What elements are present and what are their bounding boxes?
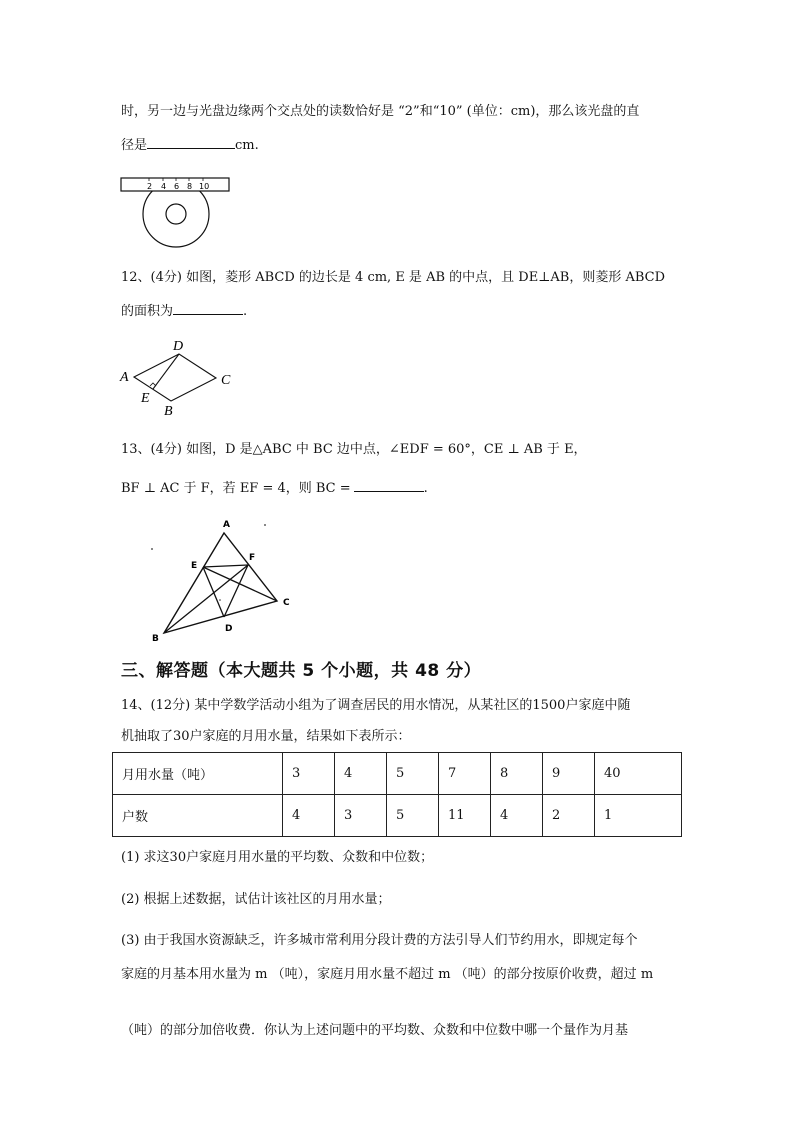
segment-de xyxy=(153,354,179,389)
label-e: E xyxy=(141,391,150,406)
q14-line1: 14、(12分) 某中学数学活动小组为了调查居民的用水情况，从某社区的1500户家庭中随 xyxy=(121,698,631,713)
q12-line1: 12、(4分) 如图，菱形 ABCD 的边长是 4 cm, E 是 AB 的中点，且 DE⊥AB，则菱形 ABCD xyxy=(121,270,666,285)
q13-line2-prefix: BF ⊥ AC 于 F，若 EF = 4，则 BC = xyxy=(121,481,351,496)
label-a: A xyxy=(223,520,230,530)
table-cell: 9 xyxy=(543,753,595,795)
q12-line2-suffix: . xyxy=(243,304,248,319)
label-e: E xyxy=(191,561,198,571)
ruler-tick-6: 6 xyxy=(174,182,180,191)
right-angle-mark xyxy=(150,383,156,386)
table-cell: 7 xyxy=(439,753,491,795)
table-cell: 4 xyxy=(335,753,387,795)
q13-line2-suffix: . xyxy=(423,481,428,496)
q13-line1: 13、(4分) 如图，D 是△ABC 中 BC 边中点，∠EDF = 60°，CE ⊥ AB 于 E， xyxy=(121,442,587,457)
q11-line2-suffix: cm. xyxy=(235,138,259,153)
table-row xyxy=(113,795,682,837)
table-cell: 5 xyxy=(387,795,439,837)
q12-line2-prefix: 的面积为 xyxy=(121,304,174,319)
ruler-tick-2: 2 xyxy=(147,182,153,191)
row-header: 月用水量（吨） xyxy=(113,753,283,795)
q13-line2 xyxy=(121,478,428,498)
table-cell: 2 xyxy=(543,795,595,837)
disc-inner xyxy=(166,204,186,224)
answer-blank xyxy=(173,301,243,315)
rhombus-figure xyxy=(116,333,246,419)
table-cell: 1 xyxy=(595,795,682,837)
segment-ef xyxy=(203,565,248,567)
table-cell: 4 xyxy=(491,795,543,837)
table-cell: 8 xyxy=(491,753,543,795)
table-cell: 11 xyxy=(439,795,491,837)
q12-line2 xyxy=(121,301,247,321)
ruler-tick-8: 8 xyxy=(187,182,193,191)
q14-part3-line1: (3) 由于我国水资源缺乏，许多城市常利用分段计费的方法引导人们节约用水，即规定每个 xyxy=(121,933,638,948)
label-b: B xyxy=(152,634,159,644)
q14-part3-line3: （吨）的部分加倍收费．你认为上述问题中的平均数、众数和中位数中哪一个量作为月基 xyxy=(121,1023,629,1038)
q14-part2: (2) 根据上述数据，试估计该社区的月用水量； xyxy=(121,892,391,907)
label-d: D xyxy=(225,624,233,634)
triangle-figure xyxy=(145,512,300,644)
q14-part1: (1) 求这30户家庭月用水量的平均数、众数和中位数； xyxy=(121,850,434,865)
triangle-abc xyxy=(164,533,277,633)
label-b: B xyxy=(164,404,173,419)
table-cell: 4 xyxy=(283,795,335,837)
table-cell: 3 xyxy=(283,753,335,795)
answer-blank xyxy=(354,478,424,492)
q14-line2: 机抽取了30户家庭的月用水量，结果如下表所示： xyxy=(121,729,411,744)
table-cell: 5 xyxy=(387,753,439,795)
label-f: F xyxy=(249,553,256,563)
q11-line2-prefix: 径是 xyxy=(121,138,148,153)
label-c: C xyxy=(283,598,290,608)
q11-line2 xyxy=(121,135,259,155)
table-cell: 40 xyxy=(595,753,682,795)
label-a: A xyxy=(120,370,129,385)
section-heading: 三、解答题（本大题共 5 个小题，共 48 分） xyxy=(121,661,482,681)
table-row xyxy=(113,753,682,795)
segment-fd xyxy=(224,565,248,617)
q14-part3-line2: 家庭的月基本用水量为 m （吨），家庭月用水量不超过 m （吨）的部分按原价收费，超过 m xyxy=(121,967,654,982)
water-usage-table xyxy=(112,752,682,837)
ruler-tick-10: 10 xyxy=(199,182,210,191)
ruler-tick-4: 4 xyxy=(161,182,167,191)
answer-blank xyxy=(147,135,235,149)
ruler-disc-figure xyxy=(118,170,238,252)
q11-line1: 时，另一边与光盘边缘两个交点处的读数恰好是 “2”和“10” (单位：cm)，那么该光盘的直 xyxy=(121,104,640,119)
label-d: D xyxy=(173,339,184,354)
label-c: C xyxy=(221,373,231,388)
row-header: 户数 xyxy=(113,795,283,837)
table-cell: 3 xyxy=(335,795,387,837)
